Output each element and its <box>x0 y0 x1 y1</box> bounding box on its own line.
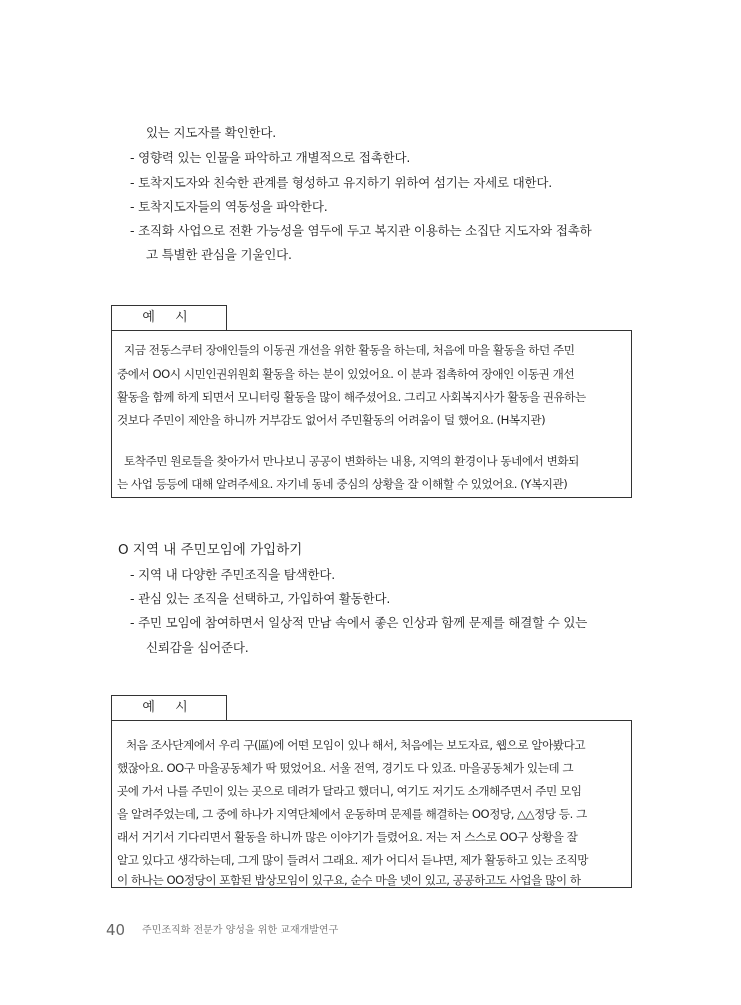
list-item: - 영향력 있는 인물을 파악하고 개별적으로 접촉한다. <box>130 150 411 165</box>
example-text-line: 는 사업 등등에 대해 알려주세요. 자기네 동네 중심의 상황을 잘 이해할 수 있었어요. (Y복지관) <box>117 477 568 491</box>
example-text-line: 곳에 가서 나를 주민이 있는 곳으로 데려가 달라고 했더니, 여기도 저기도 소개해주면서 주민 모임 <box>117 784 582 798</box>
list-item-continuation: 고 특별한 관심을 기울인다. <box>146 247 292 262</box>
list-item: - 관심 있는 조직을 선택하고, 가입하여 활동한다. <box>130 591 391 606</box>
example-text-line: 처음 조사단계에서 우리 구(區)에 어떤 모임이 있나 해서, 처음에는 보도자료, 웹으로 알아봤다고 <box>126 738 586 752</box>
example-box <box>111 330 632 498</box>
example-text-line: 활동을 함께 하게 되면서 모니터링 활동을 많이 해주셨어요. 그리고 사회복지사가 활동을 권유하는 <box>117 390 586 404</box>
page-number: 40 <box>106 921 126 939</box>
list-item: - 토착지도자와 친숙한 관계를 형성하고 유지하기 위하여 섬기는 자세로 대한다. <box>130 175 553 190</box>
example-text-line: 을 알려주었는데, 그 중에 하나가 지역단체에서 운동하며 문제를 해결하는 OO정당, △△정당 등. 그 <box>117 807 587 821</box>
example-text-line: 것보다 주민이 제안을 하니까 거부감도 없어서 주민활동의 어려움이 덜 했어요. (H복지관) <box>117 413 546 427</box>
example-text-line: 래서 거기서 기다리면서 활동을 하니까 많은 이야기가 들렸어요. 저는 저 스스로 OO구 상황을 잘 <box>117 830 578 844</box>
example-text-line: 중에서 OO시 시민인권위원회 활동을 하는 분이 있었어요. 이 분과 접촉하여 장애인 이동권 개선 <box>117 367 575 381</box>
example-text-line: 이 하나는 OO정당이 포함된 밥상모임이 있구요, 순수 마을 넷이 있고, 공공하고도 사업을 많이 하 <box>117 873 581 887</box>
list-item: - 지역 내 다양한 주민조직을 탐색한다. <box>130 567 336 582</box>
example-text-line: 했잖아요. OO구 마을공동체가 딱 떴었어요. 서울 전역, 경기도 다 있죠. 마을공동체가 있는데 그 <box>117 761 574 775</box>
example-box <box>111 720 632 888</box>
example-text-line: 지금 전동스쿠터 장애인들의 이동권 개선을 위한 활동을 하는데, 처음에 마을 활동을 하던 주민 <box>124 343 575 357</box>
section-heading: O 지역 내 주민모임에 가입하기 <box>118 542 303 558</box>
example-label: 예 시 <box>111 305 227 331</box>
list-item: - 조직화 사업으로 전환 가능성을 염두에 두고 복지관 이용하는 소집단 지도자와 접촉하 <box>130 223 592 238</box>
list-item-continuation: 신뢰감을 심어준다. <box>146 640 249 655</box>
example-text-line: 토착주민 원로들을 찾아가서 만나보니 공공이 변화하는 내용, 지역의 환경이나 동네에서 변화되 <box>124 454 579 468</box>
example-text-line: 알고 있다고 생각하는데, 그게 많이 들려서 그래요. 제가 어디서 듣냐면, 제가 활동하고 있는 조직망 <box>117 853 589 867</box>
list-item: - 주민 모임에 참여하면서 일상적 만남 속에서 좋은 인상과 함께 문제를 해결할 수 있는 <box>130 615 588 630</box>
list-item: - 토착지도자들의 역동성을 파악한다. <box>130 199 328 214</box>
example-label: 예 시 <box>111 695 227 721</box>
continuation-line: 있는 지도자를 확인한다. <box>146 125 277 140</box>
footer-title: 주민조직화 전문가 양성을 위한 교재개발연구 <box>142 925 339 936</box>
